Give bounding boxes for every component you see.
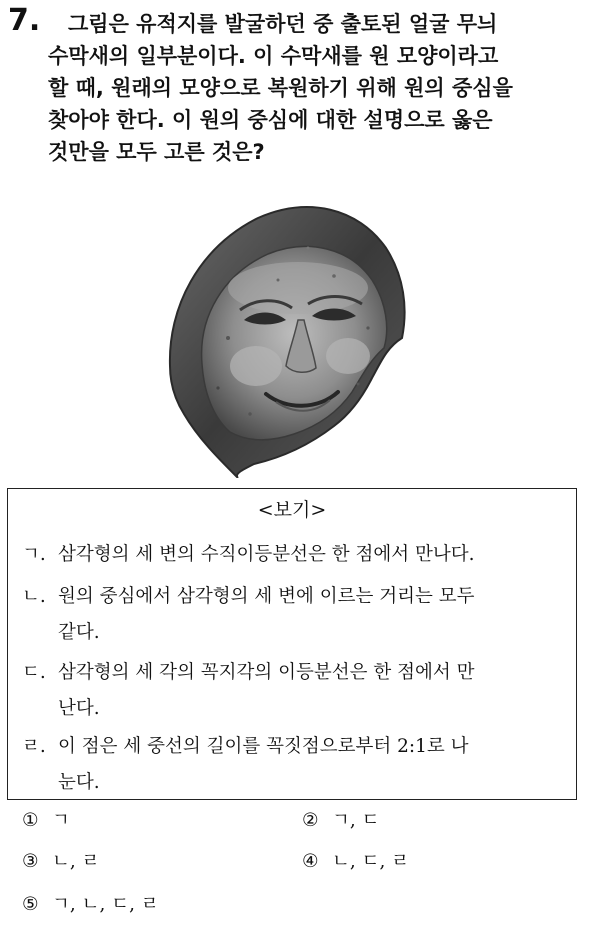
statement-text	[22, 729, 570, 801]
statement-line: 난다.	[58, 698, 100, 719]
choice-label: ㄱ, ㄷ	[332, 810, 380, 831]
statement-rieul	[22, 729, 570, 801]
statement-line: 삼각형의 세 변의 수직이등분선은 한 점에서 만나다.	[58, 544, 475, 565]
statement-line: 원의 중심에서 삼각형의 세 변에 이르는 거리는 모두	[58, 586, 475, 607]
bogi-title: <보기>	[257, 499, 327, 521]
roof-tile-face-icon	[158, 188, 420, 478]
answer-choice-2[interactable]	[302, 808, 380, 834]
statement-line: 눈다.	[58, 772, 100, 793]
statement-line: 같다.	[58, 622, 100, 643]
statement-line: 이 점은 세 중선의 길이를 꼭짓점으로부터 2:1로 나	[58, 736, 469, 757]
answer-choice-5[interactable]	[22, 892, 159, 918]
answer-choice-4[interactable]	[302, 849, 409, 875]
statement-digeut	[22, 655, 570, 727]
stem-line: 수막새의 일부분이다. 이 수막새를 원 모양이라고	[48, 44, 499, 68]
statement-marker: ㄴ.	[22, 586, 46, 607]
statement-text	[22, 655, 570, 727]
statement-marker: ㄱ.	[22, 544, 46, 565]
choice-number: ①	[22, 810, 39, 831]
statement-marker: ㄹ.	[22, 736, 46, 757]
stem-line: 할 때, 원래의 모양으로 복원하기 위해 원의 중심을	[48, 76, 513, 100]
answer-choice-3[interactable]	[22, 849, 100, 875]
statement-line: 삼각형의 세 각의 꼭지각의 이등분선은 한 점에서 만	[58, 662, 475, 683]
question-number: 7.	[8, 3, 41, 38]
answer-choice-1[interactable]	[22, 808, 70, 834]
statement-text	[22, 579, 570, 651]
statement-text	[22, 537, 570, 573]
choice-number: ③	[22, 851, 39, 872]
stem-line: 그림은 유적지를 발굴하던 중 출토된 얼굴 무늬	[68, 12, 498, 36]
choice-number: ⑤	[22, 894, 39, 915]
choice-label: ㄱ, ㄴ, ㄷ, ㄹ	[52, 894, 159, 915]
stem-line: 찾아야 한다. 이 원의 중심에 대한 설명으로 옳은	[48, 108, 493, 132]
statement-marker: ㄷ.	[22, 662, 46, 683]
choice-label: ㄴ, ㄷ, ㄹ	[332, 851, 410, 872]
statement-nieun	[22, 579, 570, 651]
bogi-box	[7, 488, 577, 800]
choice-number: ②	[302, 810, 319, 831]
stem-line: 것만을 모두 고른 것은?	[48, 140, 265, 164]
question-stem	[48, 8, 588, 168]
choice-number: ④	[302, 851, 319, 872]
choice-label: ㄴ, ㄹ	[52, 851, 100, 872]
statement-giyeok	[22, 537, 570, 573]
choice-label: ㄱ	[52, 810, 70, 831]
